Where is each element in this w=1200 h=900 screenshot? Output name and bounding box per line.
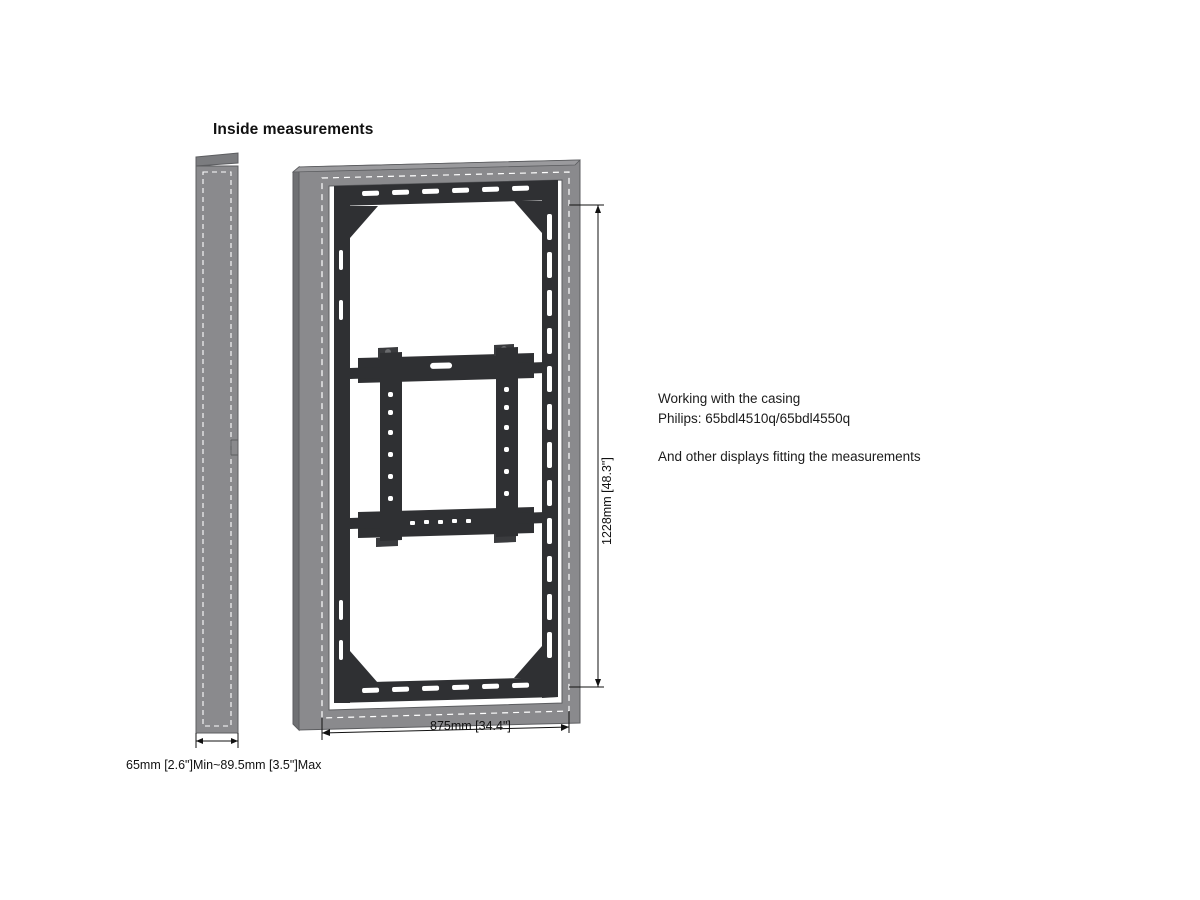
note-line-3: And other displays fitting the measurements bbox=[658, 449, 921, 464]
width-dimension-label: 875mm [34.4"] bbox=[430, 719, 511, 733]
depth-dimension-line bbox=[196, 733, 238, 748]
depth-dimension-label: 65mm [2.6"]Min~89.5mm [3.5"]Max bbox=[126, 758, 322, 772]
note-spacer bbox=[658, 429, 921, 447]
height-dimension-label: 1228mm [48.3"] bbox=[600, 457, 614, 545]
side-view-casing bbox=[196, 153, 238, 733]
page-title: Inside measurements bbox=[213, 121, 374, 138]
note-line-1: Working with the casing bbox=[658, 391, 801, 406]
notes-block bbox=[658, 389, 921, 467]
note-line-2: Philips: 65bdl4510q/65bdl4550q bbox=[658, 411, 851, 426]
